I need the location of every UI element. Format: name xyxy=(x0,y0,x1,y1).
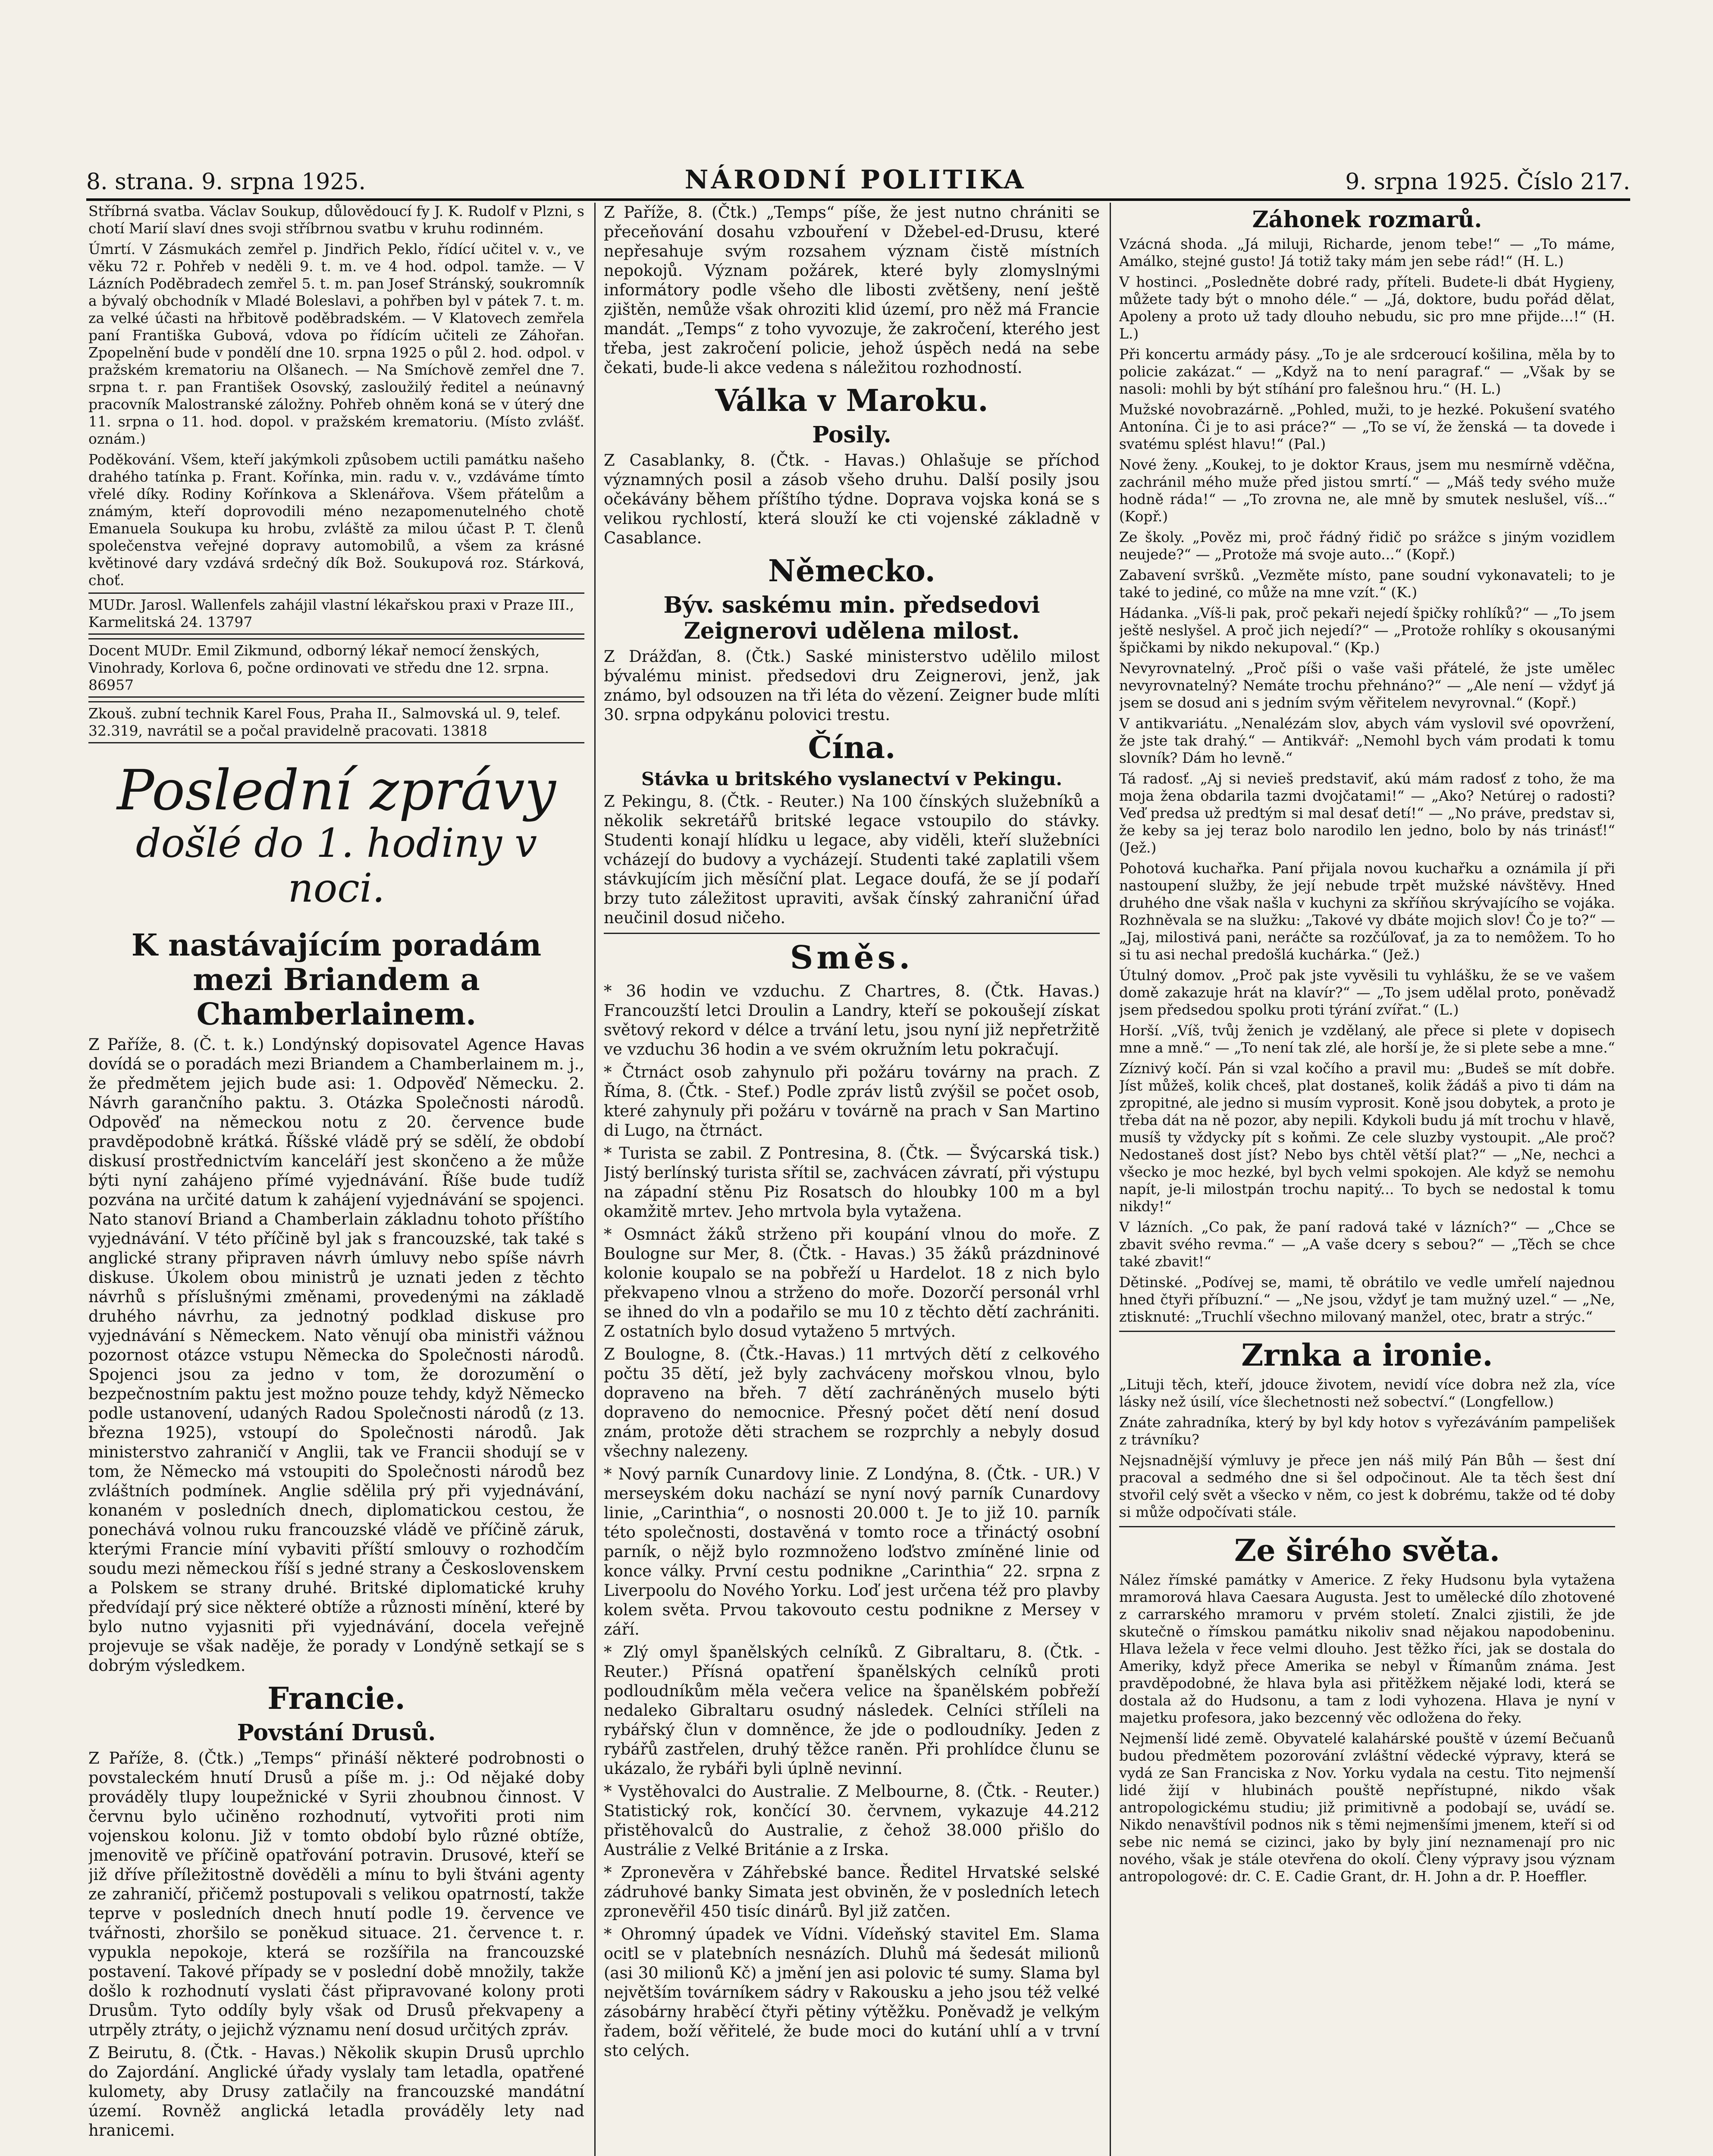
column-2 xyxy=(604,203,1100,2156)
joke-item: Horší. „Víš, tvůj ženich je vzdělaný, ale přece si plete v dopisech mne a mně.“ — „To není tak zlé, ale horší je, že si plete sebe a mne.“ xyxy=(1119,1022,1615,1056)
article-temps: Z Paříže, 8. (Čtk.) „Temps“ píše, že jest nutno chrániti se přeceňování dosahu vzbouření v Džebel-ed-Drusu, které nepřesahuje svým rozsahem význam čistě místních nepokojů. Význam požárek, které byly zlomyslnými informátory podle všeho dle libosti zvětšeny, není ještě zjištěn, nemůže však ohroziti klid území, pro něž má Francie mandát. „Temps“ z toho vyvozuje, že zakročení, kterého jest třeba, jest zakročení policie, jehož úspěch nedá na sebe čekati, bude-li akce vedena s náležitou rozhodností. xyxy=(604,203,1100,377)
divider xyxy=(1119,1331,1615,1332)
page-header xyxy=(86,160,1630,195)
subheadline-reinforcements: Posily. xyxy=(812,422,891,448)
article-peking-strike: Z Pekingu, 8. (Čtk. - Reuter.) Na 100 čínských služebníků a několik sekretářů britské legace vstoupilo do stávky. Studenti konají hlídku u legace, aby viděli, kteří služebníci vcházejí do budovy a vycházejí. Studenti také zaplatili všem stávkujícím jich měsíční plat. Legace doufá, že se jí podaří brzy tuto záležitost upraviti, avšak čínský zahraniční úřad neučinil dosud ničeho. xyxy=(604,792,1100,927)
advert-zikmund: Docent MUDr. Emil Zikmund, odborný lékař nemocí ženských, Vinohrady, Korlova 6, počne ordinovati ve středu dne 12. srpna. 86957 xyxy=(88,638,584,698)
joke-item: Ze školy. „Pověz mi, proč řádný řidič po srážce s jiným vozidlem neujede?“ — „Protože má svoje auto...“ (Kopř.) xyxy=(1119,529,1615,563)
joke-item: Pohotová kuchařka. Paní přijala novou kuchařku a oznámila jí při nastoupení služby, že její nebude trpět mužské návštěvy. Hned druhého dne však našla v kuchyni za skříňou skrývajícího se vojáka. Rozhněvala se na služku: „Takové vy dbáte mojich slov! Čo je to?“ — „Jaj, milostivá pani, neráčte sa rozčúľovať, ja za to nemôžem. To ho si tu asi nechal predošlá kuchárka.“ (Jež.) xyxy=(1119,860,1615,963)
joke-item: Mužské novobrazárně. „Pohled, muži, to je hezké. Pokušení svatého Antonína. Či je to asi práce?“ — „To se ví, že ženská — ta dovede i svatému splést hlavu!“ (Pal.) xyxy=(1119,401,1615,452)
notice-deaths: Úmrtí. V Zásmukách zemřel p. Jindřich Peklo, řídící učitel v. v., ve věku 72 r. Pohřeb v neděli 9. t. m. ve 4 hod. odpol. tamže. — V Lázních Poděbradech zemřel 5. t. m. pan Josef Stránský, soukromník a bývalý obchodník v Mladé Boleslavi, a pohřben byl v pátek 7. t. m. za velké účasti na hřbitově poděbradském. — V Klatovech zemřela paní Františka Gubová, vdova po řídícím učiteli ze Záhořan. Zpopelnění bude v pondělí dne 10. srpna 1925 o půl 2. hod. odpol. v pražském krematoriu na Olšanech. — Na Smíchově zemřel dne 7. srpna t. r. pan František Osovský, zasloužilý ředitel a neúnavný pracovník Malostranské záložny. Pohřeb ohněm koná se v úterý dne 11. srpna o 11. hod. dopol. v pražském krematoriu. (Místo zvlášť. oznám.) xyxy=(88,241,584,447)
news-item: * Nový parník Cunardovy linie. Z Londýna, 8. (Čtk. - UR.) V merseyském doku nachází se nyní nový parník Cunardovy linie, „Carinthia“, o nosnosti 20.000 t. Je to již 10. parník této společnosti, dostavěná v tomto roce a třináctý osobní parník, o nějž bylo rozmnoženo loďstvo zmíněné linie od konce války. První cestu podnikne „Carinthia“ 22. srpna z Liverpoolu do Nového Yorku. Loď jest určena též pro plavby kolem světa. Prvou takovouto cestu podnikne z Mersey v září. xyxy=(604,1465,1100,1639)
joke-item: Hádanka. „Víš-li pak, proč pekaři nejedí špičky rohlíků?“ — „To jsem ještě neslyšel. A proč jich nejedí?“ — „Protože rohlíky s okousanými špičkami by nikdo nekupoval.“ (Kp.) xyxy=(1119,605,1615,656)
subheadline-peking-strike: Stávka u britského vyslanectví v Pekingu. xyxy=(641,768,1063,790)
joke-item: Útulný domov. „Proč pak jste vyvěsili tu vyhlášku, že se ve vašem domě zakazuje hrát na klavír?“ — „To jsem udělal proto, poněvadž jsem předsedou spolku proti týrání zvířat.“ (L.) xyxy=(1119,967,1615,1018)
headline-miscellany: Směs. xyxy=(790,939,914,976)
headline-china: Čína. xyxy=(808,730,896,765)
world-item: Nález římské památky v Americe. Z řeky Hudsonu byla vytažena mramorová hlava Caesara Augusta. Jest to umělecké dílo zhotovené z carrarského mramoru v prvém století. Znalci zjistili, že jde skutečně o římskou památku nikoliv snad nějakou napodobeninu. Hlava ležela v řece velmi dlouho. Jest těžko říci, jak se dostala do Ameriky, když přece Amerika se nebyl v Římanům známa. Jest pravděpodobné, že hlava byla asi přitěžkem nějaké lodi, která se dostala až do Hudsonu, a tam z lodi vyhozena. Hlava je nyní v majetku profesora, jako bezcenný věc odložena do řeky. xyxy=(1119,1571,1615,1726)
header-rule xyxy=(86,198,1630,201)
column-rule xyxy=(594,203,596,2156)
headline-france: Francie. xyxy=(267,1680,405,1716)
headline-humor: Záhonek rozmarů. xyxy=(1252,207,1482,233)
article-beirut: Z Beirutu, 8. (Čtk. - Havas.) Několik skupin Drusů uprchlo do Zajordání. Anglické úřady vyslaly tam letadla, opatřené kulomety, aby Drusy zatlačily na francouzské mandátní území. Rovněž anglická letadla prováděly lety nad hranicemi. xyxy=(88,2043,584,2140)
subheadline-druzes: Povstání Drusů. xyxy=(237,1720,436,1746)
joke-item: Tá radosť. „Aj si nevieš predstaviť, akú mám radosť z toho, že ma moja žena obdarila tazmi dvojčatami!“ — „Ako? Netúrej o radosti? Veď predsa už predtým si mal desať detí!“ — „No práve, predstav si, že keby sa jej teraz bolo narodilo len jedno, bolo by nás trinásť!“ (Jež.) xyxy=(1119,770,1615,856)
headline-briand-chamberlain: K nastávajícím poradám mezi Briandem a Chamberlainem. xyxy=(131,927,542,1032)
joke-item: V lázních. „Co pak, že paní radová také v lázních?“ — „Chce se zbavit svého revma.“ — „A vaše dcery s sebou?“ — „Těch se chce také zbavit!“ xyxy=(1119,1219,1615,1270)
news-item: * Zlý omyl španělských celníků. Z Gibraltaru, 8. (Čtk. - Reuter.) Přísná opatření španělských celníků proti podloudníkům měla večera velice na španělském pobřeží nedaleko Gibraltaru osudný následek. Celníci stříleli na rybářský člun v domněnce, že jde o podloudníky. Jeden z rybářů zastřelen, druhý těžce raněn. Při prohlídce člunu se ukázalo, že rybáři byli úplně nevinní. xyxy=(604,1643,1100,1778)
column-3 xyxy=(1119,203,1615,2156)
masthead: NÁRODNÍ POLITIKA xyxy=(684,165,1026,195)
joke-item: Zabavení svršků. „Vezměte místo, pane soudní vykonavateli; to je také to jediné, co může na mne vzít.“ (K.) xyxy=(1119,567,1615,601)
joke-item: V antikvariátu. „Nenalézám slov, abych vám vyslovil své opovržení, že jste tak drahý.“ — Antikvář: „Nemohl bych vám prodati k tomu slovník? Dám ho levně.“ xyxy=(1119,715,1615,766)
world-item: Nejmenší lidé země. Obyvatelé kalahárské pouště v území Bečuanů budou předmětem pozorování zvláštní vědecké výpravy, která se vydá ze San Franciska z Nov. Yorku vydala na cestu. Tito nejmenší lidé žijí v hlubinách pouště nepřístupné, nikdo však antropologickému studiu; již primitivně a podobají se, uvádí se. Nikdo nenavštívil podnos nik s těmi nejmenšími jmenem, kteří si od sebe nic nemá se cizinci, jako by byly jiní neznamenají pro nic nového, však je stále otevřena do okolí. Členy výpravy jsou význam antropologové: dr. C. E. Cadie Grant, dr. H. John a dr. P. Hoeffler. xyxy=(1119,1730,1615,1885)
news-item: * Ohromný úpadek ve Vídni. Vídeňský stavitel Em. Slama ocitl se v platebních nesnázích. Dluhů má šedesát milionů (asi 30 milionů Kč) a jmění jen asi polovic té sumy. Slama byl největším továrníkem sádry v Rakousku a jeho jsou též velké zásobárny hraběcí čtyři pětiny výtěžku. Poněvadž je velkým řadem, boží věřitelé, že bude moci do kutání uhlí a v trvní sto celých. xyxy=(604,1925,1100,2060)
news-item: * Čtrnáct osob zahynulo při požáru továrny na prach. Z Říma, 8. (Čtk. - Stef.) Podle zpráv listů zvýšil se počet osob, které zahynuly při požáru v továrně na prach v San Martino di Lugo, na čtrnáct. xyxy=(604,1063,1100,1140)
news-item: * Zpronevěra v Záhřebské bance. Ředitel Hrvatské selské zádruhové banky Simata jest obviněn, že v posledních letech zpronevěřil 450 tisíc dinárů. Byl již zatčen. xyxy=(604,1863,1100,1921)
news-item: * Osmnáct žáků strženo při koupání vlnou do moře. Z Boulogne sur Mer, 8. (Čtk. - Havas.) 35 žáků prázdninové kolonie koupalo se na pobřeží u Hardelot. 18 z nich bylo překvapeno vlnou a strženo do moře. Dozorčí personál vrhl se ihned do vln a podařilo se mu 10 z těchto dětí zachrániti. Z ostatních bylo dosud vytaženo 5 mrtvých. xyxy=(604,1225,1100,1341)
article-briand-chamberlain: Z Paříže, 8. (Č. t. k.) Londýnský dopisovatel Agence Havas dovídá se o poradách mezi Briandem a Chamberlainem m. j., že předmětem jejich bude asi: 1. Odpověď Německu. 2. Návrh garančního paktu. 3. Otázka Společnosti národů. Odpověď na německou notu z 20. července bude pravděpodobně krátká. Říšské vládě prý se sdělí, že období diskusí prostřednictvím kanceláří jest skončeno a že může býti nyní zahájeno přímé vyjednávání. Říše bude tudíž pozvána na určité datum k zahájení vyjednávání se spojenci. Nato stanoví Briand a Chamberlain základnu tohoto příštího vyjednávání. V této příčině byl jak s francouzské, tak také s anglické strany připraven návrh úmluvy nebo spíše návrh diskuse. Úkolem obou ministrů je uznati jeden z těchto návrhů s příslušnými změnami, provedenými na základě druhého návrhu, za jednotný podklad diskuse pro vyjednávání s Německem. Nato věnují oba ministři vážnou pozornost otázce vstupu Německa do Společnosti národů. Spojenci jsou za jedno v tom, že dorozumění o bezpečnostním paktu jest možno pouze tehdy, když Německo podle ustanovení, udaných Radou Společnosti národů (z 13. března 1925), vstoupí do Společnosti národů. Jak ministerstvo zahraničí v Anglii, tak ve Francii shodují se v tom, že Německo má vstoupiti do Společnosti národů bez zvláštních podmínek. Anglie sdělila prý při vyjednávání, konaném v posledních dnech, diplomatickou cestou, že ponechává volnou ruku francouzské vládě ve příčině záruk, kterými Francie míní vybaviti příští smlouvy o rozhodčím soudu mezi německou říší s jedné strany a Československem a Polskem se strany druhé. Britské diplomatické kruhy předvídají prý sice některé obtíže a různosti mínění, které by bylo nutno vyjasniti při vyjednávání, docela veřejně projevuje se však naděje, že porady v Londýně setkají se s dobrým výsledkem. xyxy=(88,1035,584,1675)
joke-item: Nevyrovnatelný. „Proč píši o vaše vaši přátelé, že jste umělec nevyrovnatelný? Nemáte trochu přehnáno?“ — „Ale není — vždyť já jsem se dosud ani s jedním svým věřitelem nevyrovnal.“ (Kopř.) xyxy=(1119,660,1615,711)
aphorism-item: Znáte zahradníka, který by byl kdy hotov s vyřezáváním pampelišek z trávníku? xyxy=(1119,1414,1615,1448)
news-item: Z Boulogne, 8. (Čtk.-Havas.) 11 mrtvých dětí z celkového počtu 35 dětí, jež byly zachváceny mořskou vlnou, bylo dopraveno na břeh. 7 dětí zachráněných muselo býti dopraveno do nemocnice. Přesný počet dětí není dosud znám, protože děti strachem se rozprchly a nebyly dosud všechny nalezeny. xyxy=(604,1345,1100,1460)
column-rule xyxy=(1110,203,1111,2156)
divider xyxy=(604,933,1100,934)
article-zeigner: Z Drážďan, 8. (Čtk.) Saské ministerstvo udělilo milost bývalému minist. předsedovi dru Zeignerovi, jenž, jak známo, byl odsouzen na tři léta do vězení. Zeigner bude mlíti 30. srpna odpykánu polovici trestu. xyxy=(604,647,1100,724)
news-item: * Turista se zabil. Z Pontresina, 8. (Čtk. — Švýcarská tisk.) Jistý berlínský turista sřítil se, zachvácen závratí, při výstupu na západní stěnu Piz Rosatsch do hloubky 100 m a byl okamžitě mrtev. Jeho mrtvola byla vytažena. xyxy=(604,1144,1100,1221)
advert-wallenfels: MUDr. Jarosl. Wallenfels zahájil vlastní lékařskou praxi v Praze III., Karmelitská 24. 13797 xyxy=(88,592,584,635)
headline-grains: Zrnka a ironie. xyxy=(1241,1337,1493,1373)
headline-morocco: Válka v Maroku. xyxy=(715,382,988,418)
subheadline-zeigner: Býv. saskému min. předsedovi Zeignerovi udělena milost. xyxy=(663,592,1040,644)
article-morocco: Z Casablanky, 8. (Čtk. - Havas.) Ohlašuje se příchod významných posil a zásob všeho druhu. Další posily jsou očekávány během příštího týdne. Doprava vojska koná se s velikou rychlostí, která slouží ke cti vojenské základně v Casablance. xyxy=(604,451,1100,547)
advert-fous: Zkouš. zubní technik Karel Fous, Praha II., Salmovská ul. 9, telef. 32.319, navrátil se a počal pravidelně pracovati. 13818 xyxy=(88,701,584,743)
divider xyxy=(1119,1526,1615,1527)
notice-thanks: Poděkování. Všem, kteří jakýmkoli způsobem uctili památku našeho drahého tatínka p. Frant. Kořínka, min. radu v. v., vzdáváme tímto vřelé díky. Rodiny Kořínkova a Sklenářova. Všem přátelům a známým, kteří doprovodili méno nezapomenutelného chotě Emanuela Soukupa ku hrobu, zvláště za milou účast P. T. členů společenstva veřejné dopravy automobilů, a všem za krásné květinové dary vzdává srdečný dík Bož. Soukupová roz. Stárková, choť. xyxy=(88,451,584,589)
notice-silver-wedding: Stříbrná svatba. Václav Soukup, důlovědoucí fy J. K. Rudolf v Plzni, s chotí Marií slaví dnes svoji stříbrnou svatbu v kruhu rodinném. xyxy=(88,203,584,237)
joke-item: Při koncertu armády pásy. „To je ale srdceroucí košilina, měla by to policie zakázat.“ — „Když na to není paragraf.“ — „Však by se nasoli: mohli by být stíhání pro falešnou hru.“ (H. L.) xyxy=(1119,346,1615,397)
section-title: Poslední zprávy xyxy=(117,758,556,823)
joke-item: Dětinské. „Podívej se, mami, tě obrátilo ve vedle umřelí najednou hned čtyři příbuzní.“ — „Ne jsou, vždyť je tam mužný uzel.“ — „Ne, ztisknuté: „Truchlí všechno milovaný manžel, otec, bratr a strýc.“ xyxy=(1119,1274,1615,1325)
aphorism-item: Nejsnadnější výmluvy je přece jen náš milý Pán Bůh — šest dní pracoval a sedmého dne si šel odpočinout. Ale ta těch šest dní stvořil celý svět a všecko v něm, co jest k dobrému, takže od té doby si může odpočívati stále. xyxy=(1119,1452,1615,1520)
column-1 xyxy=(88,203,584,2156)
article-druzes: Z Paříže, 8. (Čtk.) „Temps“ přináší některé podrobnosti o povstaleckém hnutí Drusů a píše m. j.: Od nějaké doby prováděly tlupy loupežnické v Syrii zhoubnou činnost. V červnu bylo učiněno rozhodnutí, vytvořiti proti nim vojenskou kolonu. Již v tomto období bylo různé obtíže, jmenovitě ve příčině opatřování potravin. Drusové, kteří se již dříve příležitostně dověděli a mínu to byli štváni agenty ze zahraničí, přičemž postupovali s velikou opatrností, takže teprve v posledních dnech hnutí podle 19. července ve tvářnosti, zhoršilo se poněkud situace. 21. července t. r. vypukla nepokoje, která se rozšířila na francouzské postavení. Takové případy se v poslední době množily, takže došlo k rozhodnutí vyslati část připravované kolony proti Drusům. Tyto oddíly byly však od Drusů překvapeny a utrpěly ztráty, o jejichž významu není dosud určitých zpráv. xyxy=(88,1749,584,2039)
aphorism-item: „Lituji těch, kteří, jdouce životem, nevidí více dobra než zla, více lásky než úsilí, více šlechetnosti než sobectví.“ (Longfellow.) xyxy=(1119,1376,1615,1410)
news-item: * 36 hodin ve vzduchu. Z Chartres, 8. (Čtk. Havas.) Francouzští letci Droulin a Landry, kteří se pokoušejí získat světový rekord v délce a trvání letu, jsou nyní již nepřetržitě ve vzduchu 36 hodin a ve svém okružním letu pokračují. xyxy=(604,982,1100,1059)
news-item: * Vystěhovalci do Australie. Z Melbourne, 8. (Čtk. - Reuter.) Statistický rok, končící 30. červnem, vykazuje 44.212 přistěhovalců do Australie, z čehož 38.000 přišlo do Austrálie z Velké Británie a z Irska. xyxy=(604,1782,1100,1859)
joke-item: V hostinci. „Posledněte dobré rady, příteli. Budete-li dbát Hygieny, můžete tady být o mnoho déle.“ — „Já, doktore, budu pořád dělat, Apoleny a proto už tady dlouho nebudu, sic pro mne přijde...!“ (H. L.) xyxy=(1119,273,1615,342)
header-right: 9. srpna 1925. Číslo 217. xyxy=(1345,169,1630,195)
joke-item: Zíznivý kočí. Pán si vzal kočího a pravil mu: „Budeš se mít dobře. Jíst můžeš, kolik chceš, plat dostaneš, kolik žádáš a pivo ti dám na zpropitné, ale jedno si musím vyprosit. Koně jsou dobytek, a proto je třeba dát na ně pozor, aby nepili. Kdykoli budu já mít trochu v hlavě, musíš ty vždycky pít s koňmi. Ze cele sluzby vystoupit. „Ale proč? Nedostaneš dost jíst? Nebo bys chtěl větší plat?“ — „Ne, nechci a všecko je moc hezké, byl bych velmi spokojen. Ale když se nemohu napít, je-li milostpán trochu napitý... To bych se nedostal k tomu nikdy!“ xyxy=(1119,1060,1615,1215)
section-subtitle: došlé do 1. hodiny v noci. xyxy=(135,820,537,911)
headline-world: Ze širého světa. xyxy=(1234,1532,1500,1568)
joke-item: Vzácná shoda. „Já miluji, Richarde, jenom tebe!“ — „To máme, Amálko, stejné gusto! Já totiž taky mám jen sebe rád!“ (H. L.) xyxy=(1119,235,1615,270)
headline-germany: Německo. xyxy=(768,553,936,589)
joke-item: Nové ženy. „Koukej, to je doktor Kraus, jsem mu nesmírně vděčna, zachránil mého muže před jistou smrtí.“ — „Máš tedy svého muže hodně ráda!“ — „To zrovna ne, ale mně by smutek neslušel, víš...“ (Kopř.) xyxy=(1119,456,1615,525)
header-left: 8. strana. 9. srpna 1925. xyxy=(86,169,366,195)
